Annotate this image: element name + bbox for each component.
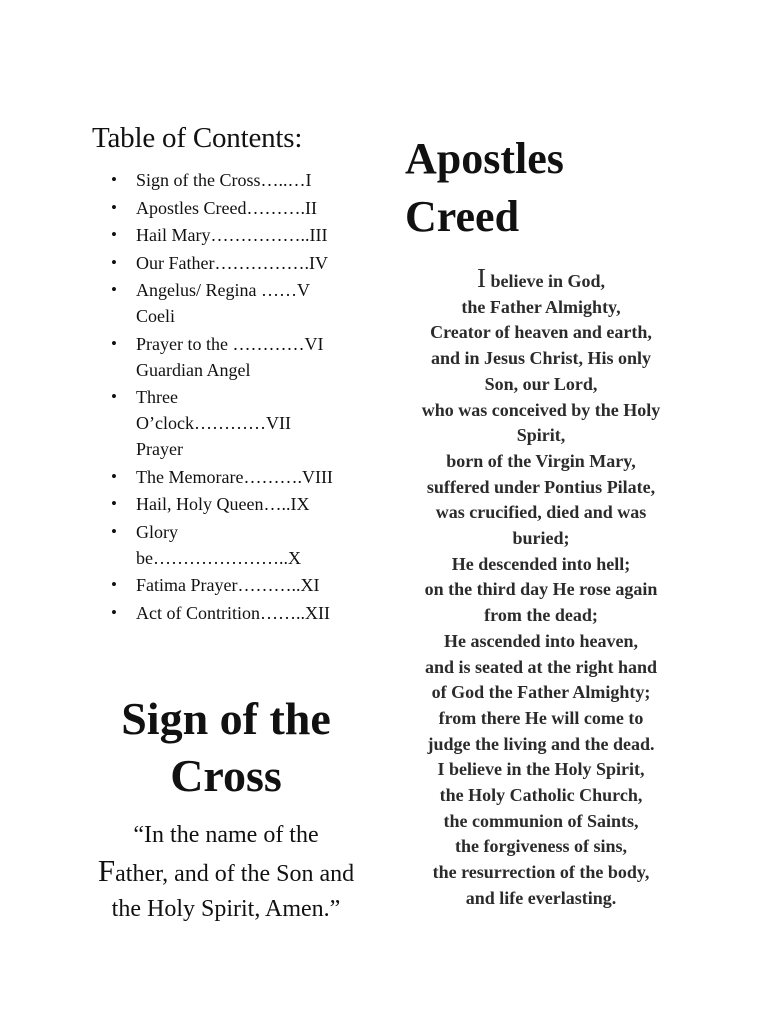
creed-line: and is seated at the right hand — [424, 656, 658, 677]
prayer-line: “In the name of the — [133, 822, 319, 848]
apostles-creed-text — [405, 263, 677, 912]
creed-line: and life everlasting. — [465, 887, 617, 908]
creed-line: Son, our Lord, — [484, 373, 598, 394]
toc-item-text: be…………………..X — [136, 547, 301, 568]
toc-item — [92, 331, 372, 383]
apostles-creed-section — [405, 130, 677, 912]
creed-line: buried; — [512, 528, 570, 549]
sign-of-the-cross-title — [80, 690, 372, 804]
toc-item — [92, 167, 372, 193]
sign-of-the-cross-prayer — [80, 818, 372, 927]
toc-item-text: • Hail, Holy Queen…..IX — [136, 494, 310, 514]
creed-line: the resurrection of the body, — [432, 862, 650, 883]
creed-line: the Father Almighty, — [461, 296, 621, 317]
creed-line: from the dead; — [484, 605, 598, 626]
toc-item-text: Guardian Angel — [136, 359, 251, 380]
toc-item — [92, 222, 372, 248]
toc-item — [92, 572, 372, 598]
creed-line: from there He will come to — [438, 707, 644, 728]
prayer-line — [80, 853, 372, 892]
toc-item-text: • Fatima Prayer………..XI — [136, 575, 320, 595]
toc-item-text: • Apostles Creed……….II — [136, 197, 317, 218]
toc-item-text: Prayer — [136, 439, 183, 459]
toc-item-text: • Three — [136, 387, 178, 407]
toc-title: Table of Contents: — [92, 122, 303, 154]
sign-of-the-cross-title-line: Sign of the — [121, 693, 331, 744]
creed-line: Creator of heaven and earth, — [430, 322, 652, 343]
toc-item-text: • Angelus/ Regina ……V — [136, 280, 310, 300]
creed-line: the communion of Saints, — [443, 810, 639, 831]
creed-line: was crucified, died and was — [435, 502, 647, 523]
sign-of-the-cross-title-line: Cross — [170, 750, 282, 801]
apostles-creed-title-line: Creed — [405, 192, 520, 241]
toc-list — [92, 167, 372, 626]
creed-line: He descended into hell; — [451, 553, 631, 574]
drop-cap: I — [476, 263, 486, 293]
apostles-creed-title — [405, 130, 677, 246]
toc-item — [92, 464, 372, 490]
prayer-line: the Holy Spirit, Amen.” — [111, 896, 341, 922]
creed-line: judge the living and the dead. — [427, 733, 655, 754]
toc-item-text: O’clock…………VII — [136, 413, 291, 433]
sign-of-the-cross-section — [80, 690, 372, 927]
creed-text: believe in God, — [485, 271, 605, 291]
toc-item — [92, 384, 372, 462]
toc-item-text: • Prayer to the …………VI — [136, 333, 324, 354]
toc-item — [92, 195, 372, 221]
prayer-text: ather, and of the Son and — [115, 861, 355, 887]
creed-line: suffered under Pontius Pilate, — [426, 476, 656, 497]
creed-line — [405, 263, 677, 295]
creed-line: and in Jesus Christ, His only — [430, 348, 652, 369]
toc-item-text: Coeli — [136, 306, 175, 326]
drop-cap: F — [97, 853, 116, 888]
creed-line: Spirit, — [516, 425, 566, 446]
creed-line: the forgiveness of sins, — [455, 836, 627, 857]
creed-line: of God the Father Almighty; — [431, 682, 651, 703]
toc-item-text: • Sign of the Cross…..…I — [136, 170, 312, 190]
toc-item-text: • The Memorare……….VIII — [136, 466, 333, 487]
toc-item-text: • Our Father…………….IV — [136, 252, 328, 273]
toc-item — [92, 600, 372, 626]
creed-line: born of the Virgin Mary, — [446, 450, 636, 471]
apostles-creed-title-line: Apostles — [405, 134, 564, 183]
toc-item — [92, 250, 372, 276]
toc-item — [92, 519, 372, 571]
toc-item-text: • Act of Contrition……..XII — [136, 602, 330, 623]
table-of-contents — [92, 122, 372, 627]
creed-line: the Holy Catholic Church, — [439, 785, 643, 806]
creed-line: on the third day He rose again — [424, 579, 658, 600]
creed-line: He ascended into heaven, — [443, 630, 638, 651]
toc-item-text: • Glory — [136, 521, 178, 542]
toc-item-text: • Hail Mary……………..III — [136, 225, 328, 245]
toc-item — [92, 491, 372, 517]
creed-line: who was conceived by the Holy — [421, 399, 661, 420]
toc-item — [92, 277, 372, 329]
creed-line: I believe in the Holy Spirit, — [437, 759, 645, 780]
